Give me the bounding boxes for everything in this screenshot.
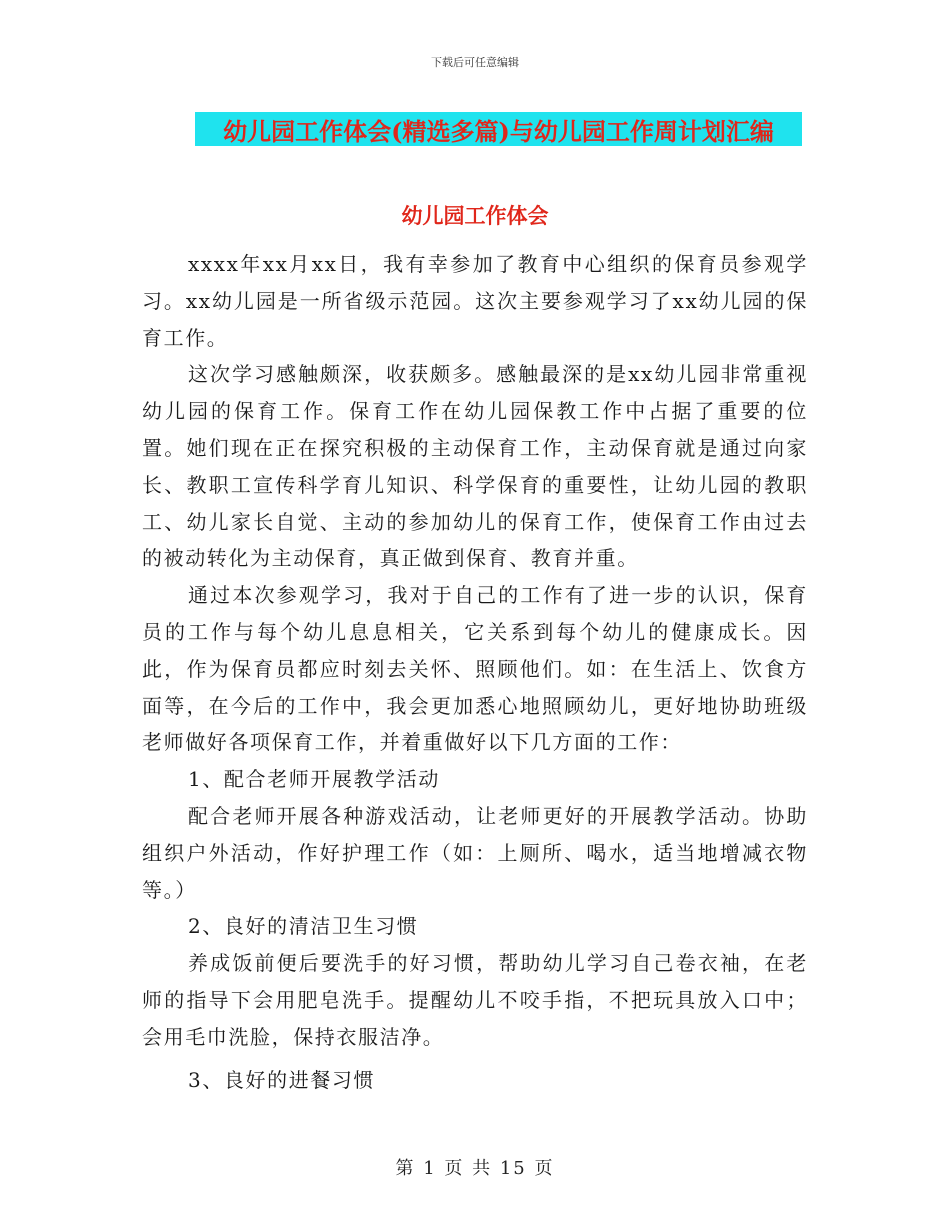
item-text-2: 养成饭前便后要洗手的好习惯，帮助幼儿学习自己卷衣袖，在老师的指导下会用肥皂洗手。提醒幼儿不咬手指，不把玩具放入口中；会用毛巾洗脸，保持衣服洁净。 — [142, 951, 808, 1049]
paragraph-2: 这次学习感触颇深，收获颇多。感触最深的是xx幼儿园非常重视幼儿园的保育工作。保育工作在幼儿园保教工作中占据了重要的位置。她们现在正在探究积极的主动保育工作，主动保育就是通过向家长、教职工宣传科学育儿知识、科学保育的重要性，让幼儿园的教职工、幼儿家长自觉、主动的参加幼儿的保育工作，使保育工作由过去的被动转化为主动保育，真正做到保育、教育并重。 — [142, 362, 808, 571]
page-number: 第 1 页 共 15 页 — [395, 1158, 555, 1179]
paragraph-3: 通过本次参观学习，我对于自己的工作有了进一步的认识，保育员的工作与每个幼儿息息相关，它关系到每个幼儿的健康成长。因此，作为保育员都应时刻去关怀、照顾他们。如：在生活上、饮食方面等，在今后的工作中，我会更加悉心地照顾幼儿，更好地协助班级老师做好各项保育工作，并着重做好以下几方面的工作： — [142, 583, 808, 755]
item-heading-1: 1、配合老师开展教学活动 — [188, 767, 440, 792]
document-body — [142, 246, 808, 1098]
item-heading-3: 3、良好的进餐习惯 — [188, 1067, 376, 1092]
main-title: 幼儿园工作体会(精选多篇)与幼儿园工作周计划汇编 — [223, 116, 774, 146]
section-title: 幼儿园工作体会 — [401, 203, 549, 228]
item-heading-2: 2、良好的清洁卫生习惯 — [188, 914, 419, 939]
paragraph-1: xxxx年xx月xx日，我有幸参加了教育中心组织的保育员参观学习。xx幼儿园是一所省级示范园。这次主要参观学习了xx幼儿园的保育工作。 — [142, 252, 808, 350]
main-title-highlight — [195, 112, 802, 146]
header-note: 下载后可任意编辑 — [431, 56, 519, 69]
item-text-1: 配合老师开展各种游戏活动，让老师更好的开展教学活动。协助组织户外活动，作好护理工作（如：上厕所、喝水，适当地增减衣物等。） — [142, 803, 808, 902]
